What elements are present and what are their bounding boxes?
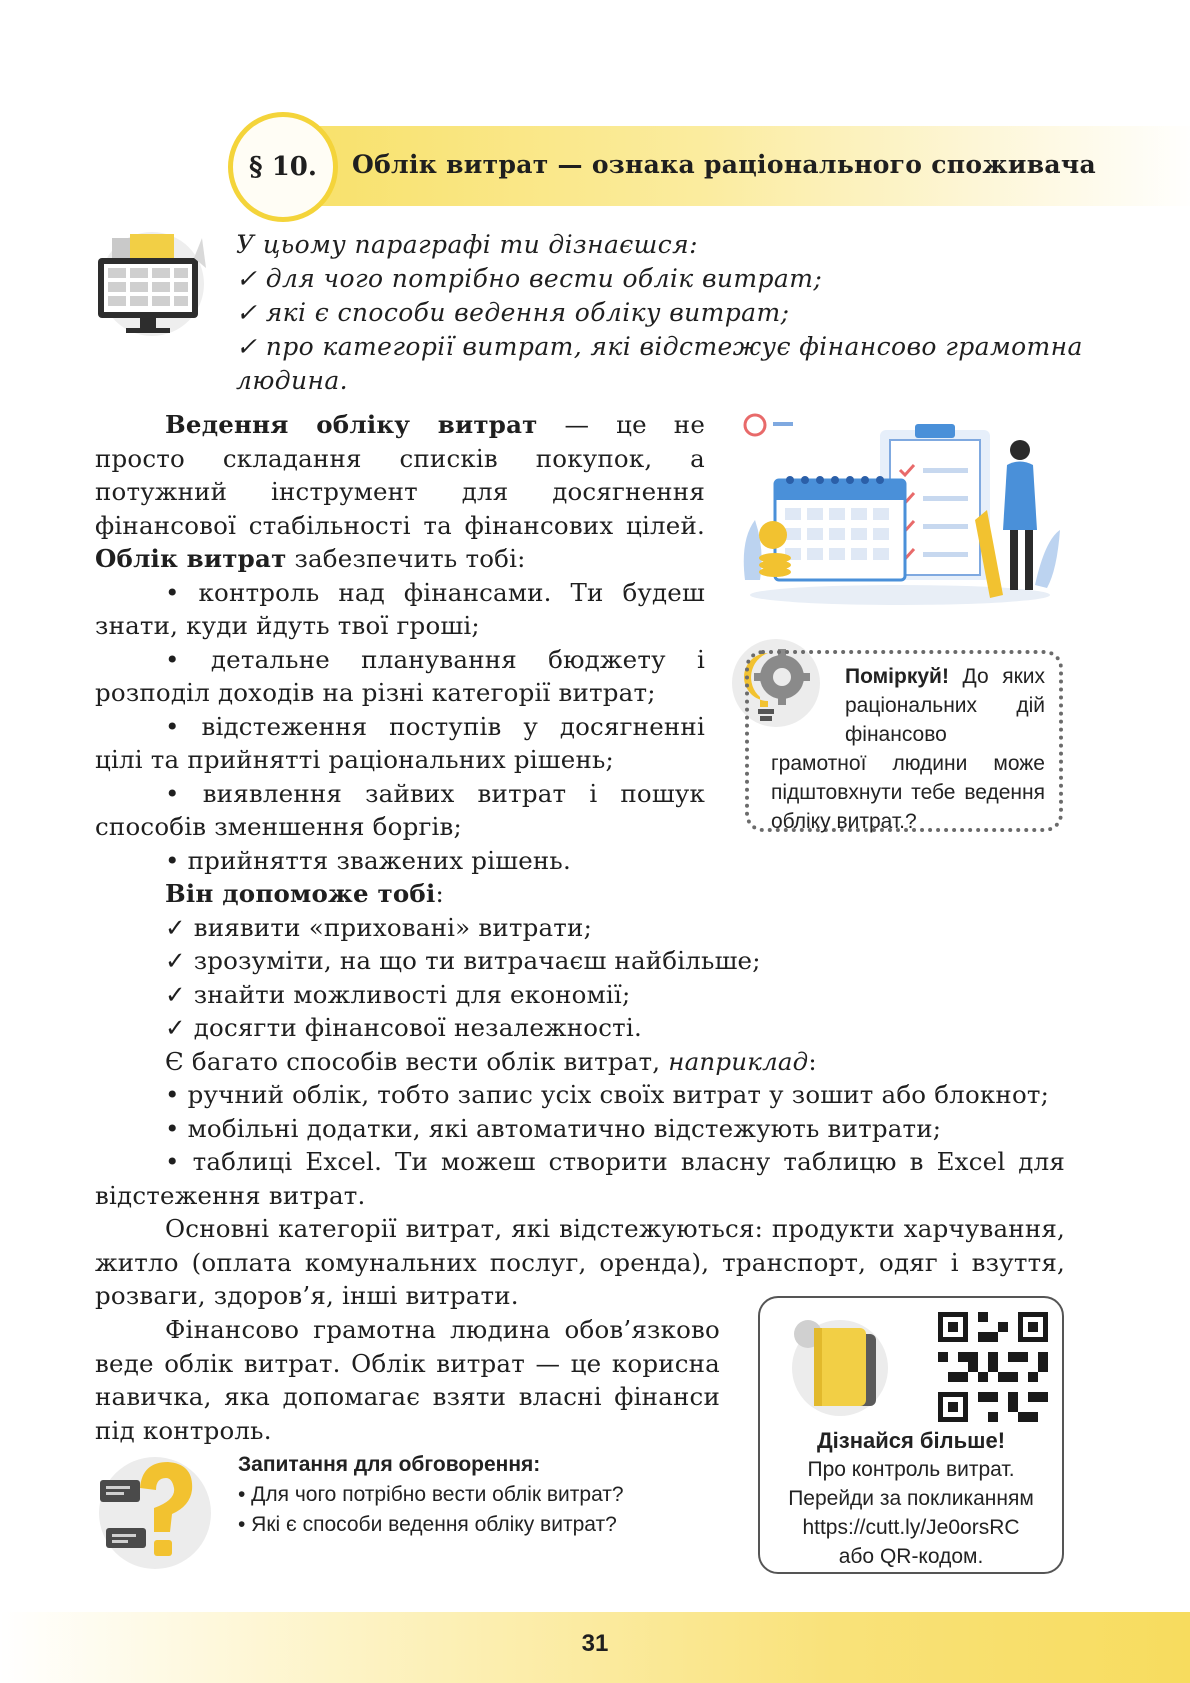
think-text: Поміркуй! До яких раціональних дій фінансово грамотної людини може підштовхнути тебе ведення обліку витрат.? bbox=[771, 665, 1045, 833]
learn-more-line: Перейди за покликанням bbox=[788, 1487, 1034, 1510]
categories-paragraph: Основні категорії витрат, які відстежуються: продукти харчування, житло (оплата комунальних послуг, оренда), транспорт, одяг і взуття, розваги, здоров’я, інші витрати. bbox=[95, 1214, 1065, 1310]
intro-paragraph: Ведення обліку витрат — це не просто складання списків покупок, а потужний інструмент для досягнення фінансової стабільності та фінансових цілей. Облік витрат забезпечить тобі: bbox=[95, 410, 706, 573]
yellow-notebook-icon bbox=[780, 1310, 890, 1420]
learn-more-box bbox=[758, 1296, 1064, 1574]
bullet-item: • відстеження поступів у досягненні цілі та прийнятті раціональних рішень; bbox=[95, 711, 705, 774]
learn-more-title: Дізнайся більше! bbox=[816, 1428, 1006, 1453]
monitor-icon bbox=[90, 228, 210, 340]
question-mark-icon bbox=[90, 1448, 215, 1573]
conclusion-paragraph: Фінансово грамотна людина обов’язково веде облік витрат. Облік витрат — це корисна навичка, яка допомагає взяти власні фінанси під контроль. bbox=[95, 1315, 720, 1445]
way-item: • мобільні додатки, які автоматично відстежують витрати; bbox=[165, 1113, 942, 1143]
intro-item: людина. bbox=[236, 366, 348, 395]
check-item: ✓ досягти фінансової незалежності. bbox=[165, 1013, 642, 1042]
section-number: § 10. bbox=[249, 152, 317, 182]
main-column bbox=[95, 408, 705, 877]
intro-item: ✓ про категорії витрат, які відстежує фінансово грамотна bbox=[236, 332, 1083, 361]
bullet-item: • контроль над фінансами. Ти будеш знати, куди йдуть твої гроші; bbox=[95, 577, 705, 640]
qr-code[interactable] bbox=[938, 1312, 1048, 1422]
helps-title: Він допоможе тобі: bbox=[165, 879, 444, 908]
way-item: • ручний облік, тобто запис усіх своїх витрат у зошит або блокнот; bbox=[165, 1080, 1050, 1109]
bullet-item: • прийняття зважених рішень. bbox=[165, 845, 571, 875]
section-title: Облік витрат — ознака раціонального споживача bbox=[352, 150, 1097, 179]
learn-more-line: або QR-кодом. bbox=[838, 1545, 984, 1568]
check-item: ✓ зрозуміти, на що ти витрачаєш найбільше; bbox=[165, 946, 761, 975]
think-box bbox=[745, 650, 1063, 832]
intro-lead: У цьому параграфі ти дізнаєшся: bbox=[236, 230, 698, 259]
questions-title: Запитання для обговорення: bbox=[238, 1453, 541, 1476]
question-item: • Які є способи ведення обліку витрат? bbox=[238, 1513, 617, 1536]
intro-item: ✓ які є способи ведення обліку витрат; bbox=[236, 298, 790, 327]
page-number: 31 bbox=[581, 1630, 609, 1657]
question-item: • Для чого потрібно вести облік витрат? bbox=[238, 1483, 624, 1506]
section-number-badge bbox=[228, 112, 338, 222]
check-item: ✓ знайти можливості для економії; bbox=[165, 979, 631, 1009]
intro-item: ✓ для чого потрібно вести облік витрат; bbox=[236, 264, 823, 293]
bullet-item: • виявлення зайвих витрат і пошук способів зменшення боргів; bbox=[95, 778, 705, 841]
conclusion-column bbox=[95, 1313, 720, 1447]
learn-more-line: Про контроль витрат. bbox=[807, 1458, 1015, 1481]
think-float-spacer bbox=[771, 662, 845, 748]
intro-block bbox=[236, 228, 1083, 398]
check-item: ✓ виявити «приховані» витрати; bbox=[165, 912, 593, 942]
learn-more-link[interactable]: https://cutt.ly/Je0orsRC bbox=[802, 1516, 1020, 1539]
full-width-text bbox=[95, 877, 1065, 1313]
planner-illustration bbox=[735, 410, 1065, 610]
bullet-item: • детальне планування бюджету і розподіл доходів на різні категорії витрат; bbox=[95, 644, 705, 707]
way-item: • таблиці Excel. Ти можеш створити власну таблицю в Excel для відстеження витрат. bbox=[95, 1147, 1065, 1210]
discussion-questions bbox=[238, 1450, 624, 1540]
ways-intro: Є багато способів вести облік витрат, наприклад: bbox=[165, 1046, 817, 1076]
